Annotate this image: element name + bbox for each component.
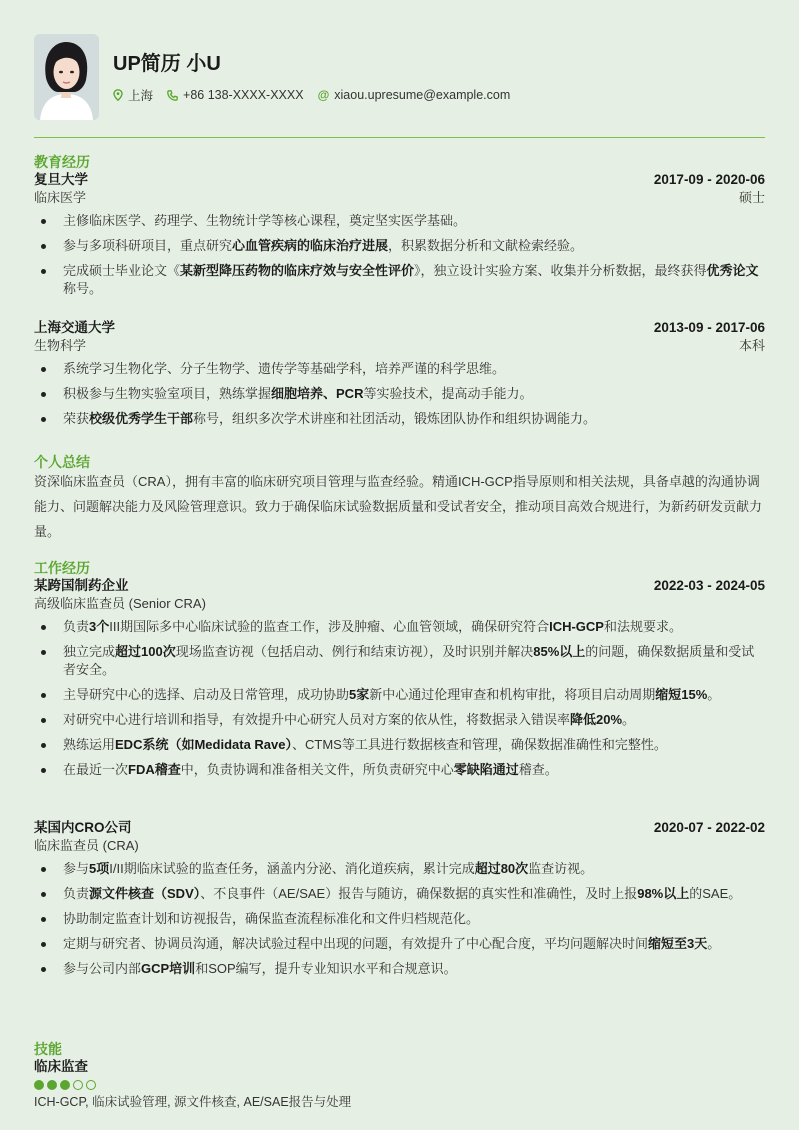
skill-level-dots: [34, 1080, 765, 1090]
bullet-item: 负责3个III期国际多中心临床试验的监查工作，涉及肿瘤、心血管领域，确保研究符合ICH-GCP和法规要求。: [34, 618, 765, 636]
school-name: 上海交通大学: [34, 320, 115, 335]
phone-icon: [167, 90, 178, 101]
job-title: 高级临床监查员 (Senior CRA): [34, 596, 206, 611]
resume-header: [34, 34, 765, 120]
bullet-item: 积极参与生物实验室项目，熟练掌握细胞培养、PCR等实验技术，提高动手能力。: [34, 385, 765, 403]
location-pin-icon: [113, 89, 123, 101]
bullet-item: 完成硕士毕业论文《某新型降压药物的临床疗效与安全性评价》，独立设计实验方案、收集并分析数据，最终获得优秀论文称号。: [34, 262, 765, 298]
bullet-item: 独立完成超过100次现场监查访视（包括启动、例行和结束访视），及时识别并解决85%以上的问题，确保数据质量和受试者安全。: [34, 643, 765, 679]
bullet-item: 熟练运用EDC系统（如Medidata Rave）、CTMS等工具进行数据核查和管理，确保数据准确性和完整性。: [34, 736, 765, 754]
date-range: 2013-09 - 2017-06: [653, 320, 765, 335]
education-entry: [34, 171, 765, 298]
bullet-item: 定期与研究者、协调员沟通，解决试验过程中出现的问题，有效提升了中心配合度，平均问题解决时间缩短至3天。: [34, 935, 765, 953]
summary-text: 资深临床监查员（CRA），拥有丰富的临床研究项目管理与监查经验。精通ICH-GCP指导原则和相关法规，具备卓越的沟通协调能力、问题解决能力及风险管理意识。致力于确保临床试验数据质量和受试者安全，推动项目高效合规进行，为新药研发贡献力量。: [34, 474, 763, 539]
company-name: 某跨国制药企业: [34, 578, 129, 593]
contact-phone: [167, 88, 304, 102]
date-range: 2022-03 - 2024-05: [653, 578, 765, 593]
bullet-item: 主修临床医学、药理学、生物统计学等核心课程，奠定坚实医学基础。: [34, 212, 765, 230]
section-title-summary: 个人总结: [34, 454, 90, 470]
bullet-item: 协助制定监查计划和访视报告，确保监查流程标准化和文件归档规范化。: [34, 910, 765, 928]
phone-text: +86 138-XXXX-XXXX: [183, 88, 304, 102]
email-at-icon: @: [317, 88, 330, 102]
skill-name: 临床监查: [34, 1059, 88, 1074]
date-range: 2020-07 - 2022-02: [653, 820, 765, 835]
header-divider: [34, 137, 765, 138]
bullet-item: 在最近一次FDA稽查中，负责协调和准备相关文件，所负责研究中心零缺陷通过稽查。: [34, 761, 765, 779]
candidate-name: UP简历 小U: [113, 53, 221, 75]
email-text[interactable]: xiaou.upresume@example.com: [334, 88, 511, 102]
date-range: 2017-09 - 2020-06: [653, 172, 765, 187]
avatar: [34, 34, 99, 120]
company-name: 某国内CRO公司: [34, 820, 132, 835]
bullet-item: 参与多项科研项目，重点研究心血管疾病的临床治疗进展，积累数据分析和文献检索经验。: [34, 237, 765, 255]
bullet-item: 负责源文件核查（SDV）、不良事件（AE/SAE）报告与随访，确保数据的真实性和准确性，及时上报98%以上的SAE。: [34, 885, 765, 903]
location-text: 上海: [128, 89, 154, 103]
bullet-item: 参与公司内部GCP培训和SOP编写，提升专业知识水平和合规意识。: [34, 960, 765, 978]
skill-entry: [34, 1058, 765, 1111]
contact-email[interactable]: [318, 88, 511, 102]
bullet-item: 荣获校级优秀学生干部称号，组织多次学术讲座和社团活动，锻炼团队协作和组织协调能力。: [34, 410, 765, 428]
skill-dot-filled: [34, 1080, 44, 1090]
school-name: 复旦大学: [34, 172, 88, 187]
skill-dot-empty: [73, 1080, 83, 1090]
skill-dot-empty: [86, 1080, 96, 1090]
job-title: 临床监查员 (CRA): [34, 838, 139, 853]
major: 生物科学: [34, 338, 87, 353]
education-entry: [34, 319, 765, 428]
degree: 硕士: [738, 190, 765, 205]
contact-location: [113, 86, 153, 104]
section-title-education: 教育经历: [34, 154, 90, 170]
work-entry: [34, 819, 765, 978]
section-title-work: 工作经历: [34, 560, 90, 576]
resume-page: [34, 34, 765, 1109]
bullet-item: 参与5项I/II期临床试验的监查任务，涵盖内分泌、消化道疾病，累计完成超过80次监查访视。: [34, 860, 765, 878]
bullet-item: 主导研究中心的选择、启动及日常管理，成功协助5家新中心通过伦理审查和机构审批，将项目启动周期缩短15%。: [34, 686, 765, 704]
degree: 本科: [738, 338, 765, 353]
section-title-skills: 技能: [34, 1041, 62, 1057]
skill-dot-filled: [60, 1080, 70, 1090]
bullet-item: 对研究中心进行培训和指导，有效提升中心研究人员对方案的依从性，将数据录入错误率降低20%。: [34, 711, 765, 729]
work-entry: [34, 577, 765, 779]
skill-dot-filled: [47, 1080, 57, 1090]
major: 临床医学: [34, 190, 87, 205]
contact-row: [113, 86, 524, 104]
skill-items: ICH-GCP, 临床试验管理, 源文件核查, AE/SAE报告与处理: [34, 1095, 352, 1109]
bullet-item: 系统学习生物化学、分子生物学、遗传学等基础学科，培养严谨的科学思维。: [34, 360, 765, 378]
